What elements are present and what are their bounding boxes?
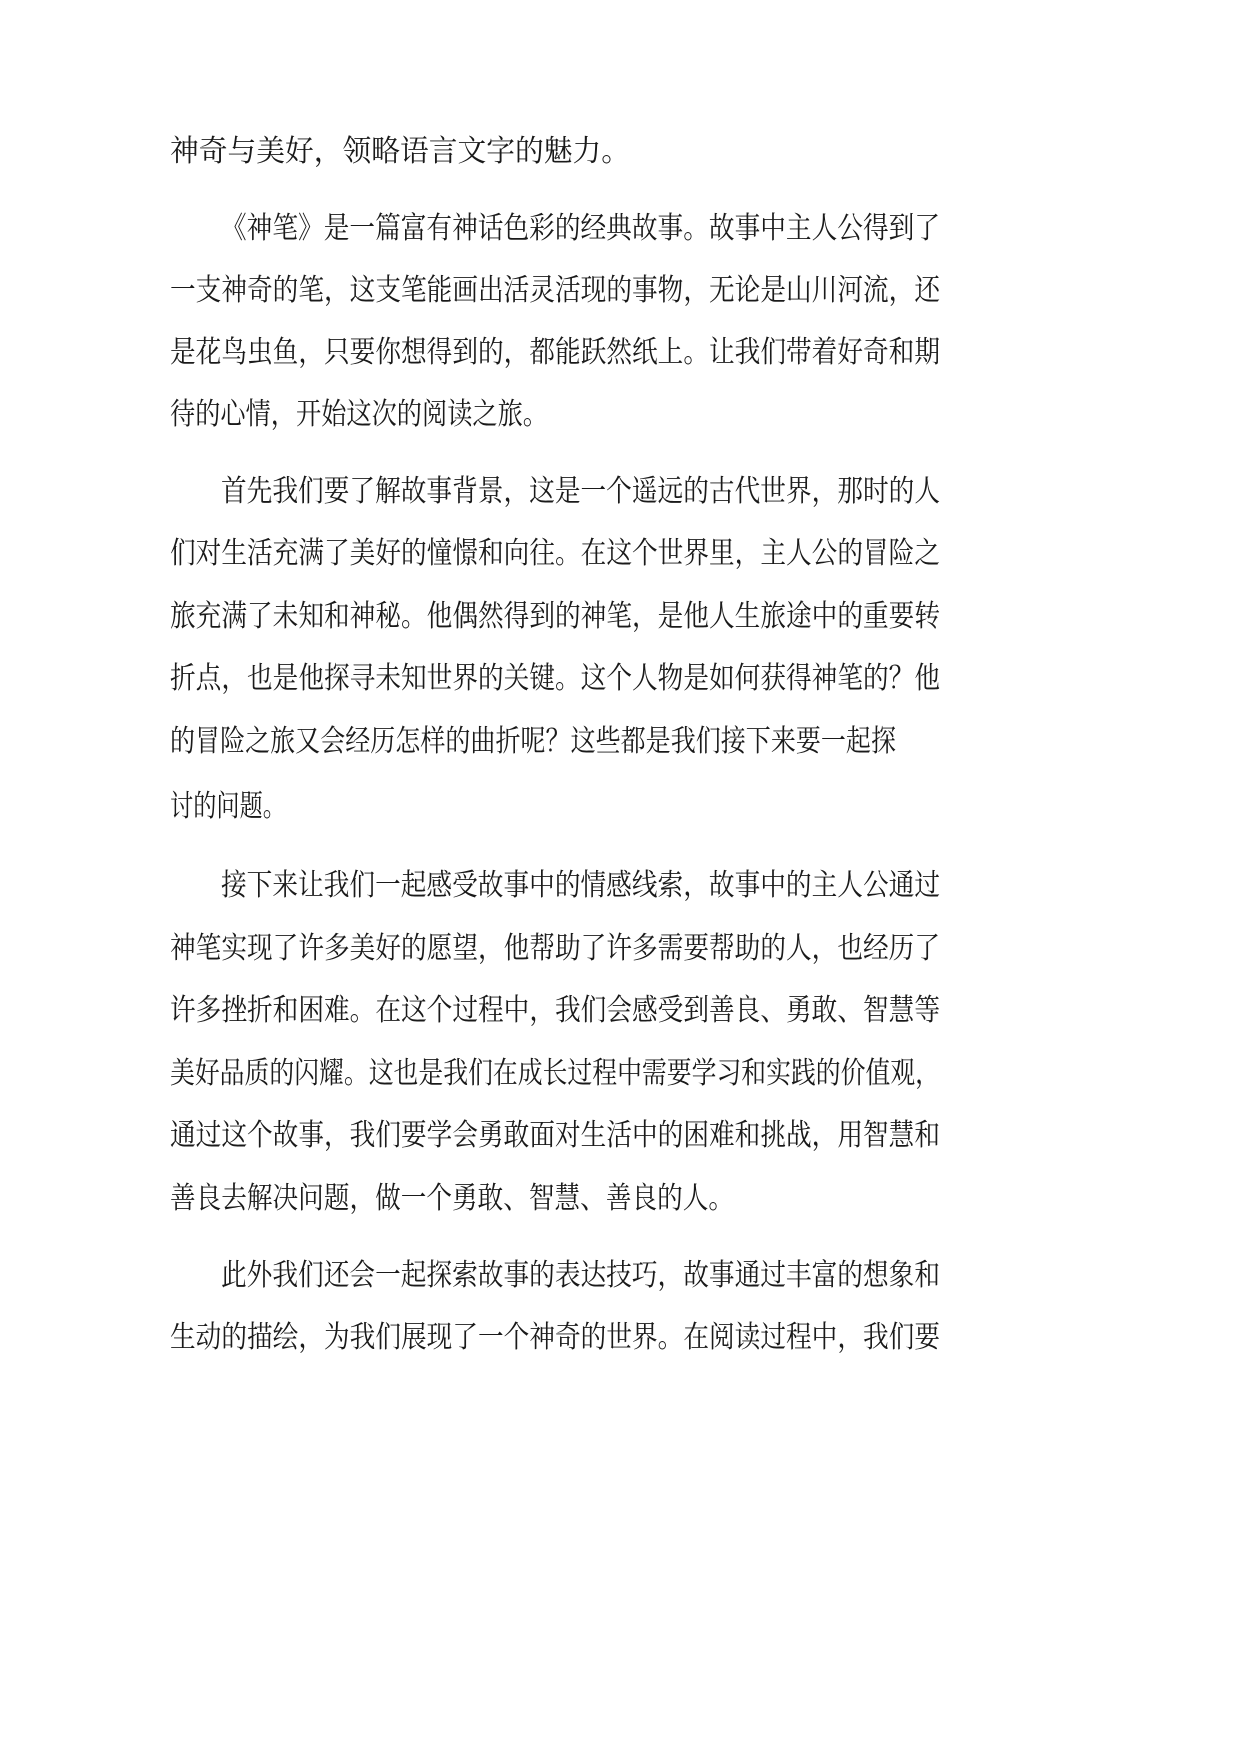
text-line: 美好品质的闪耀。这也是我们在成长过程中需要学习和实践的价值观， [170,1056,940,1091]
text-line: 是花鸟虫鱼，只要你想得到的，都能跃然纸上。让我们带着好奇和期 [170,335,940,370]
text-line: 的冒险之旅又会经历怎样的曲折呢？这些都是我们接下来要一起探 [170,724,896,759]
text-line: 神笔实现了许多美好的愿望，他帮助了许多需要帮助的人，也经历了 [170,931,940,966]
text-line: 许多挫折和困难。在这个过程中，我们会感受到善良、勇敢、智慧等 [170,993,940,1028]
text-line: 旅充满了未知和神秘。他偶然得到的神笔，是他人生旅途中的重要转 [170,599,940,634]
text-line: 一支神奇的笔，这支笔能画出活灵活现的事物，无论是山川河流，还 [170,273,940,308]
text-line: 《神笔》是一篇富有神话色彩的经典故事。故事中主人公得到了 [221,211,940,246]
text-line: 神奇与美好，领略语言文字的魅力。 [170,134,630,169]
text-line: 生动的描绘，为我们展现了一个神奇的世界。在阅读过程中，我们要 [170,1320,940,1355]
text-line: 们对生活充满了美好的憧憬和向往。在这个世界里，主人公的冒险之 [170,536,940,571]
text-line: 待的心情，开始这次的阅读之旅。 [170,397,548,432]
text-line: 接下来让我们一起感受故事中的情感线索，故事中的主人公通过 [221,868,940,903]
text-line: 讨的问题。 [170,789,286,824]
text-line: 通过这个故事，我们要学会勇敢面对生活中的困难和挑战，用智慧和 [170,1118,940,1153]
text-line: 首先我们要了解故事背景，这是一个遥远的古代世界，那时的人 [221,474,940,509]
text-line: 此外我们还会一起探索故事的表达技巧，故事通过丰富的想象和 [221,1258,940,1293]
text-line: 善良去解决问题，做一个勇敢、智慧、善良的人。 [170,1181,734,1216]
text-line: 折点，也是他探寻未知世界的关键。这个人物是如何获得神笔的？他 [170,661,940,696]
